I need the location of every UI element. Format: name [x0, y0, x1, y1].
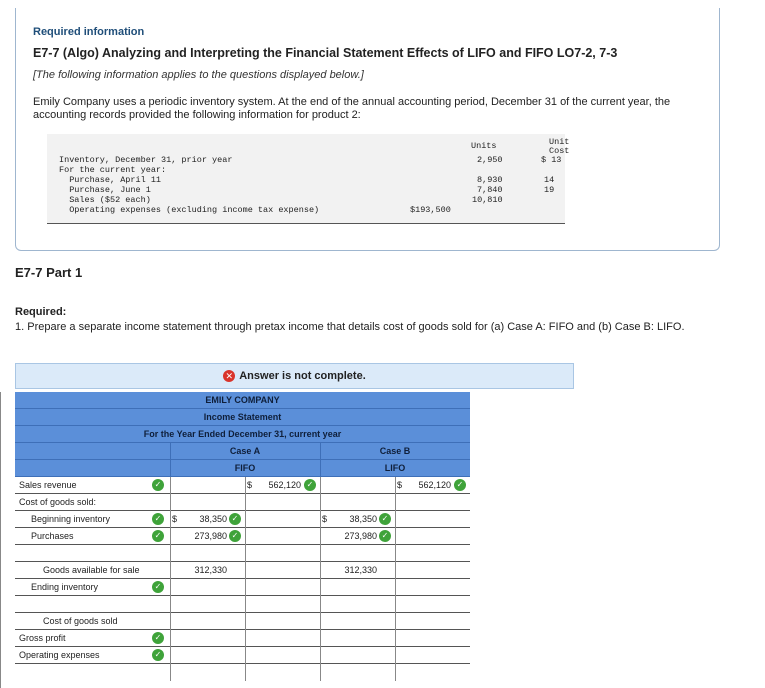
col-divider — [170, 630, 171, 647]
purchases-a[interactable]: 273,980 — [194, 531, 227, 541]
row-cogs-label — [15, 494, 470, 511]
problem-description: Emily Company uses a periodic inventory system. At the end of the annual accounting period, December 31 of the current year, the accounting records provided the following information for product 2: — [33, 96, 671, 121]
col-divider — [395, 545, 396, 562]
col-divider — [320, 613, 321, 630]
dollar-sign: $ — [322, 514, 328, 524]
dollar-sign: $ — [172, 514, 178, 524]
goods-available-a: 312,330 — [194, 565, 227, 575]
cost-of-goods-sold-label: Cost of goods sold — [43, 616, 118, 626]
row-goods-available — [15, 562, 470, 579]
check-icon: ✓ — [229, 513, 241, 525]
lifo-header: LIFO — [384, 463, 406, 473]
col-divider — [320, 647, 321, 664]
fifo-header: FIFO — [234, 463, 256, 473]
statement-period: For the Year Ended December 31, current year — [143, 429, 342, 439]
col-divider — [320, 477, 321, 494]
data-row-label: Inventory, December 31, prior year — [59, 155, 233, 165]
case-header-row — [15, 443, 470, 460]
data-row-cost: 19 — [544, 185, 555, 195]
check-icon: ✓ — [379, 513, 391, 525]
beginning-inventory-label[interactable]: Beginning inventory — [31, 514, 111, 524]
beginning-inventory-b[interactable]: 38,350 — [349, 514, 377, 524]
dollar-sign: $ — [247, 480, 253, 490]
col-divider — [395, 494, 396, 511]
data-row-cost: 14 — [544, 175, 555, 185]
col-divider — [170, 579, 171, 596]
col-divider — [395, 562, 396, 579]
company-name: EMILY COMPANY — [205, 395, 280, 405]
col-divider — [245, 545, 246, 562]
col-divider — [320, 528, 321, 545]
col-divider — [320, 545, 321, 562]
col-divider — [320, 494, 321, 511]
data-row-units: 2,950 — [477, 155, 503, 165]
check-icon: ✓ — [304, 479, 316, 491]
col-divider — [245, 562, 246, 579]
operating-expenses-label[interactable]: Operating expenses — [19, 650, 100, 660]
method-header-row — [15, 460, 470, 477]
col-divider — [245, 647, 246, 664]
col-divider — [395, 477, 396, 494]
check-icon: ✓ — [379, 530, 391, 542]
row-purchases — [15, 528, 470, 545]
row-cost-of-goods-sold — [15, 613, 470, 630]
statement-period-row — [15, 426, 470, 443]
required-information-heading: Required information — [33, 26, 145, 38]
row-gross-profit — [15, 630, 470, 647]
col-divider — [245, 630, 246, 647]
check-icon: ✓ — [152, 479, 164, 491]
data-row-label: Purchase, April 11 — [59, 175, 162, 185]
check-icon: ✓ — [152, 513, 164, 525]
data-row-amount: $193,500 — [410, 205, 451, 215]
data-row-label: Operating expenses (excluding income tax expense) — [59, 205, 320, 215]
statement-name-row — [15, 409, 470, 426]
purchases-b[interactable]: 273,980 — [344, 531, 377, 541]
col-divider — [320, 562, 321, 579]
dollar-sign: $ — [397, 480, 403, 490]
col-header-cost: Cost — [549, 146, 570, 156]
data-row-units: 8,930 — [477, 175, 503, 185]
exercise-title: E7-7 (Algo) Analyzing and Interpreting the Financial Statement Effects of LIFO and FIFO LO7-2, 7-3 — [33, 46, 618, 60]
check-icon: ✓ — [152, 632, 164, 644]
col-divider — [170, 664, 171, 681]
col-divider — [170, 477, 171, 494]
info-subnote: [The following information applies to the questions displayed below.] — [33, 69, 364, 81]
check-icon: ✓ — [152, 530, 164, 542]
cogs-heading: Cost of goods sold: — [19, 497, 97, 507]
col-divider — [245, 596, 246, 613]
col-divider — [320, 596, 321, 613]
row-next-partial — [15, 664, 470, 681]
col-divider — [170, 511, 171, 528]
col-divider — [245, 579, 246, 596]
col-divider — [395, 511, 396, 528]
required-label: Required: — [15, 306, 67, 318]
col-divider — [245, 511, 246, 528]
col-divider — [395, 528, 396, 545]
grid-left-border — [0, 392, 1, 688]
data-row-units: 7,840 — [477, 185, 503, 195]
col-header-units: Units — [471, 141, 497, 151]
answer-status-text: Answer is not complete. — [239, 370, 366, 382]
col-divider — [245, 613, 246, 630]
data-row-label: Sales ($52 each) — [59, 195, 151, 205]
col-divider — [395, 630, 396, 647]
col-divider — [170, 494, 171, 511]
col-divider — [245, 528, 246, 545]
check-icon: ✓ — [229, 530, 241, 542]
row-operating-expenses — [15, 647, 470, 664]
goods-available-label: Goods available for sale — [43, 565, 140, 575]
col-divider — [170, 562, 171, 579]
col-divider — [395, 664, 396, 681]
x-circle-icon: ✕ — [223, 370, 235, 382]
col-divider — [170, 613, 171, 630]
col-divider — [245, 664, 246, 681]
col-divider — [170, 596, 171, 613]
data-row-label: For the current year: — [59, 165, 167, 175]
col-divider — [395, 647, 396, 664]
goods-available-b: 312,330 — [344, 565, 377, 575]
answer-status-banner — [15, 363, 574, 389]
sales-revenue-a[interactable]: 562,120 — [268, 480, 301, 490]
col-divider — [245, 494, 246, 511]
required-instructions: 1. Prepare a separate income statement through pretax income that details cost of goods sold for (a) Case A: FIFO and (b) Case B: LIFO. — [15, 321, 685, 333]
row-ending-inventory — [15, 579, 470, 596]
col-header-unit: Unit — [549, 137, 570, 147]
row-sales-revenue — [15, 477, 470, 494]
product-data-table — [47, 134, 570, 224]
check-icon: ✓ — [454, 479, 466, 491]
data-row-units: 10,810 — [472, 195, 503, 205]
case-b-header: Case B — [379, 446, 411, 456]
data-row-label: Purchase, June 1 — [59, 185, 151, 195]
col-divider — [320, 630, 321, 647]
col-divider — [395, 613, 396, 630]
col-divider — [320, 511, 321, 528]
col-divider — [395, 596, 396, 613]
data-row-cost: $ 13 — [541, 155, 562, 165]
col-divider — [170, 545, 171, 562]
case-a-header: Case A — [229, 446, 261, 456]
ending-inventory-label[interactable]: Ending inventory — [31, 582, 99, 592]
gross-profit-label[interactable]: Gross profit — [19, 633, 66, 643]
col-divider — [170, 647, 171, 664]
check-icon: ✓ — [152, 581, 164, 593]
row-blank — [15, 596, 470, 613]
beginning-inventory-a[interactable]: 38,350 — [199, 514, 227, 524]
col-divider — [320, 579, 321, 596]
statement-company — [15, 392, 470, 409]
row-beginning-inventory — [15, 511, 470, 528]
col-divider — [170, 528, 171, 545]
row-blank — [15, 545, 470, 562]
col-divider — [245, 477, 246, 494]
check-icon: ✓ — [152, 649, 164, 661]
part-title: E7-7 Part 1 — [15, 265, 83, 280]
sales-revenue-label[interactable]: Sales revenue — [19, 480, 77, 490]
sales-revenue-b[interactable]: 562,120 — [418, 480, 451, 490]
statement-name: Income Statement — [203, 412, 282, 422]
purchases-label[interactable]: Purchases — [31, 531, 74, 541]
col-divider — [395, 579, 396, 596]
col-divider — [320, 664, 321, 681]
